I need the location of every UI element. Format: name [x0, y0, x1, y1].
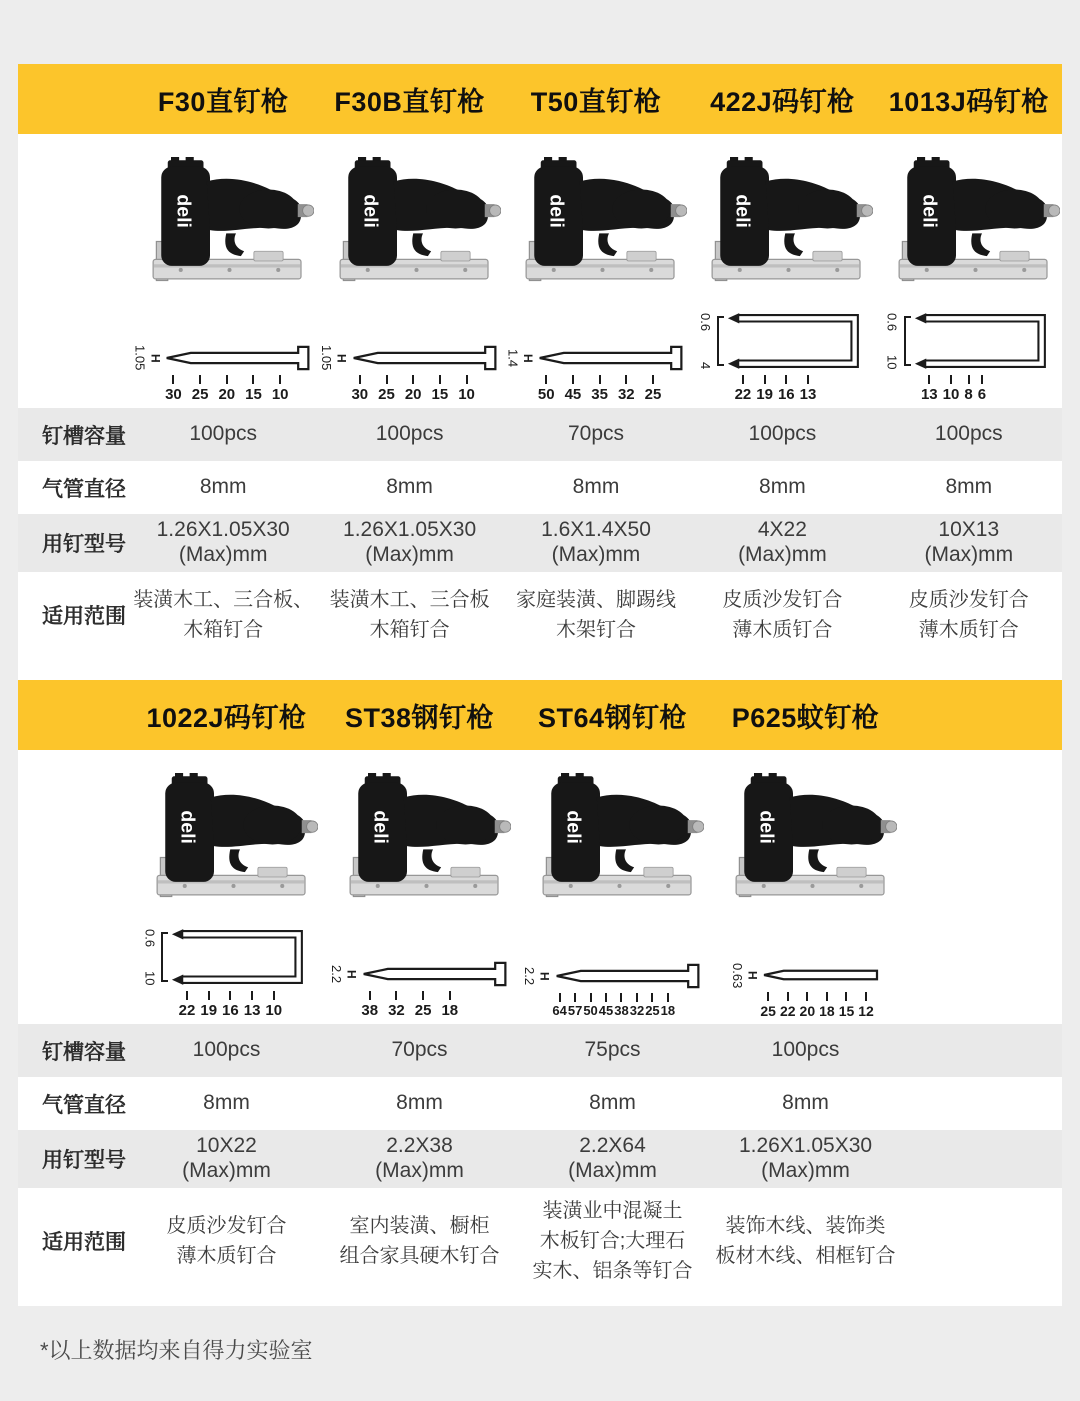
- nail-gun-icon: [878, 157, 1060, 287]
- range-value: 皮质沙发钉合 薄木质钉合: [722, 589, 843, 641]
- staple-wire-label: 0.6: [142, 929, 158, 948]
- product-image-st38: [329, 773, 511, 903]
- section1-product-images: [18, 134, 1062, 310]
- nail-spec-diagram-f30b: [319, 344, 499, 403]
- product-title-f30: F30直钉枪: [157, 86, 289, 117]
- product-image-p625: [715, 773, 897, 903]
- footer-disclaimer: *以上数据均来自得力实验室: [40, 1338, 313, 1363]
- row-label-pipe: 气管直径: [42, 477, 126, 501]
- nail-h-label: H: [148, 353, 163, 363]
- section2-header: [18, 680, 1062, 750]
- row-nail-model: [18, 514, 1062, 572]
- pipe-value: 8mm: [945, 475, 993, 499]
- section1-header: [18, 64, 1062, 134]
- section1-nail-diagrams: [18, 310, 1062, 408]
- product-title-1013j: 1013J码钉枪: [888, 86, 1049, 117]
- row-label-model: 用钉型号: [42, 1149, 126, 1172]
- nail-diameter-label: 1.4: [505, 348, 521, 368]
- staple-spec-diagram-1013j: [885, 310, 1053, 403]
- model-value: 2.2X64 (Max)mm: [568, 1134, 657, 1182]
- nail-gun-icon: [715, 773, 897, 903]
- dimension-bracket: [161, 932, 168, 982]
- pipe-value: 8mm: [396, 1091, 443, 1115]
- nail-diameter-label: 2.2: [329, 964, 345, 984]
- spec-sheet-card: [18, 64, 1062, 1306]
- nail-gun-icon: [319, 157, 501, 287]
- nail-h-label: H: [537, 971, 552, 981]
- row-label-range: 适用范围: [42, 1231, 126, 1254]
- nail-shape-icon: [536, 344, 686, 372]
- pipe-value: 8mm: [759, 475, 806, 499]
- pipe-value: 8mm: [589, 1091, 636, 1115]
- product-image-t50: [505, 157, 687, 287]
- range-value: 装饰木线、装饰类 板材木线、相框钉合: [715, 1215, 896, 1267]
- model-value: 10X13 (Max)mm: [924, 518, 1014, 566]
- range-value: 装潢木工、三合板、 木箱钉合: [133, 589, 314, 641]
- staple-shape-icon: [170, 926, 310, 988]
- row-capacity: [18, 1024, 1062, 1077]
- capacity-value: 100pcs: [375, 422, 444, 446]
- pipe-value: 8mm: [386, 475, 433, 499]
- staple-spec-diagram-1022j: [143, 926, 311, 1019]
- capacity-value: 100pcs: [192, 1038, 261, 1062]
- nail-spec-diagram-t50: [506, 344, 686, 403]
- staple-shape-icon: [913, 310, 1053, 372]
- row-pipe-diameter: [18, 1077, 1062, 1130]
- staple-crown-label: 10: [142, 970, 158, 985]
- product-image-f30: [132, 157, 314, 287]
- section2-nail-diagrams: [18, 926, 1062, 1024]
- row-pipe-diameter: [18, 461, 1062, 514]
- capacity-value: 100pcs: [934, 422, 1003, 446]
- nail-diameter-label: 1.05: [132, 345, 148, 371]
- product-title-f30b: F30B直钉枪: [334, 86, 485, 117]
- staple-crown-label: 4: [698, 361, 714, 369]
- pipe-value: 8mm: [572, 475, 620, 499]
- nail-shape-icon: [360, 960, 510, 988]
- range-value: 皮质沙发钉合 薄木质钉合: [166, 1215, 287, 1267]
- nail-h-label: H: [521, 353, 536, 363]
- model-value: 2.2X38 (Max)mm: [375, 1134, 464, 1182]
- nail-length-ticks: 50 45 35 32 25: [538, 375, 661, 403]
- model-value: 1.26X1.05X30 (Max)mm: [156, 518, 290, 566]
- range-value: 室内装潢、橱柜 组合家具硬木钉合: [339, 1215, 500, 1267]
- capacity-value: 100pcs: [748, 422, 817, 446]
- nail-diameter-label: 1.05: [319, 345, 335, 371]
- nail-gun-icon: [132, 157, 314, 287]
- nail-spec-diagram-f30: [133, 344, 313, 403]
- row-label-model: 用钉型号: [42, 533, 126, 556]
- model-value: 1.26X1.05X30 (Max)mm: [738, 1134, 873, 1182]
- pipe-value: 8mm: [782, 1091, 829, 1115]
- model-value: 10X22 (Max)mm: [182, 1134, 271, 1182]
- pipe-value: 8mm: [203, 1091, 250, 1115]
- nail-shape-icon: [350, 344, 500, 372]
- pin-spec-diagram-p625: [730, 961, 880, 1019]
- staple-length-ticks: 22 19 16 13 10: [179, 991, 282, 1019]
- capacity-value: 100pcs: [771, 1038, 840, 1062]
- pin-h-label: H: [745, 970, 760, 980]
- nail-length-ticks: 30 25 20 15 10: [351, 375, 474, 403]
- dimension-bracket: [717, 316, 724, 366]
- section-2: [18, 680, 1062, 1306]
- pin-shape-icon: [761, 961, 881, 989]
- nail-length-ticks: 38 32 25 18: [361, 991, 458, 1019]
- row-label-pipe: 气管直径: [42, 1093, 126, 1117]
- capacity-value: 100pcs: [189, 422, 258, 446]
- capacity-value: 75pcs: [584, 1038, 641, 1062]
- staple-shape-icon: [726, 310, 866, 372]
- pin-diameter-label: 0.63: [730, 962, 746, 988]
- product-title-422j: 422J码钉枪: [710, 86, 855, 117]
- nail-h-label: H: [344, 969, 359, 979]
- product-title-st38: ST38钢钉枪: [344, 702, 495, 733]
- pipe-value: 8mm: [199, 475, 247, 499]
- nail-spec-diagram-st38: [329, 960, 509, 1019]
- product-image-1013j: [878, 157, 1060, 287]
- range-value: 装潢木工、三合板 木箱钉合: [329, 589, 490, 641]
- nail-gun-icon: [505, 157, 687, 287]
- product-image-f30b: [319, 157, 501, 287]
- model-value: 1.26X1.05X30 (Max)mm: [343, 518, 477, 566]
- dimension-bracket: [904, 316, 911, 366]
- nail-shape-icon: [163, 344, 313, 372]
- nail-gun-icon: [136, 773, 318, 903]
- product-title-t50: T50直钉枪: [530, 86, 662, 117]
- range-value: 家庭装潢、脚踢线 木架钉合: [515, 589, 676, 641]
- staple-length-ticks: 22 19 16 13: [735, 375, 817, 403]
- product-image-st64: [522, 773, 704, 903]
- product-image-422j: [691, 157, 873, 287]
- nail-gun-icon: [522, 773, 704, 903]
- section2-product-images: [18, 750, 1062, 926]
- staple-wire-label: 0.6: [884, 313, 900, 332]
- product-title-p625: P625蚊钉枪: [731, 702, 880, 733]
- pin-length-ticks: 25 22 20 18 15 12: [760, 992, 873, 1019]
- nail-spec-diagram-st64: [522, 962, 702, 1019]
- nail-diameter-label: 2.2: [522, 967, 538, 986]
- range-value: 皮质沙发钉合 薄木质钉合: [908, 589, 1029, 641]
- row-nail-model: [18, 1130, 1062, 1188]
- capacity-value: 70pcs: [391, 1038, 448, 1062]
- nail-gun-icon: [691, 157, 873, 287]
- product-title-1022j: 1022J码钉枪: [146, 702, 307, 733]
- capacity-value: 70pcs: [567, 422, 625, 446]
- nail-shape-icon: [553, 962, 703, 990]
- nail-length-ticks: 64 57 50 45 38 32 25 18: [552, 993, 675, 1019]
- section-1: [18, 64, 1062, 666]
- range-value: 装潢业中混凝土 木板钉合;大理石 实木、铝条等钉合: [532, 1200, 693, 1282]
- nail-length-ticks: 30 25 20 15 10: [165, 375, 288, 403]
- row-label-capacity: 钉槽容量: [42, 424, 126, 448]
- product-title-st64: ST64钢钉枪: [537, 702, 688, 733]
- nail-h-label: H: [334, 353, 349, 363]
- staple-spec-diagram-422j: [699, 310, 867, 403]
- model-value: 1.6X1.4X50 (Max)mm: [541, 518, 651, 566]
- row-label-range: 适用范围: [42, 605, 126, 628]
- nail-gun-icon: [329, 773, 511, 903]
- row-applicable-range: [18, 572, 1062, 666]
- row-label-capacity: 钉槽容量: [42, 1040, 126, 1064]
- staple-length-ticks: 13 10 8 6: [921, 375, 986, 403]
- staple-wire-label: 0.6: [698, 313, 714, 332]
- model-value: 4X22 (Max)mm: [738, 518, 827, 566]
- product-image-1022j: [136, 773, 318, 903]
- row-capacity: [18, 408, 1062, 461]
- staple-crown-label: 10: [884, 354, 900, 369]
- row-applicable-range: [18, 1188, 1062, 1306]
